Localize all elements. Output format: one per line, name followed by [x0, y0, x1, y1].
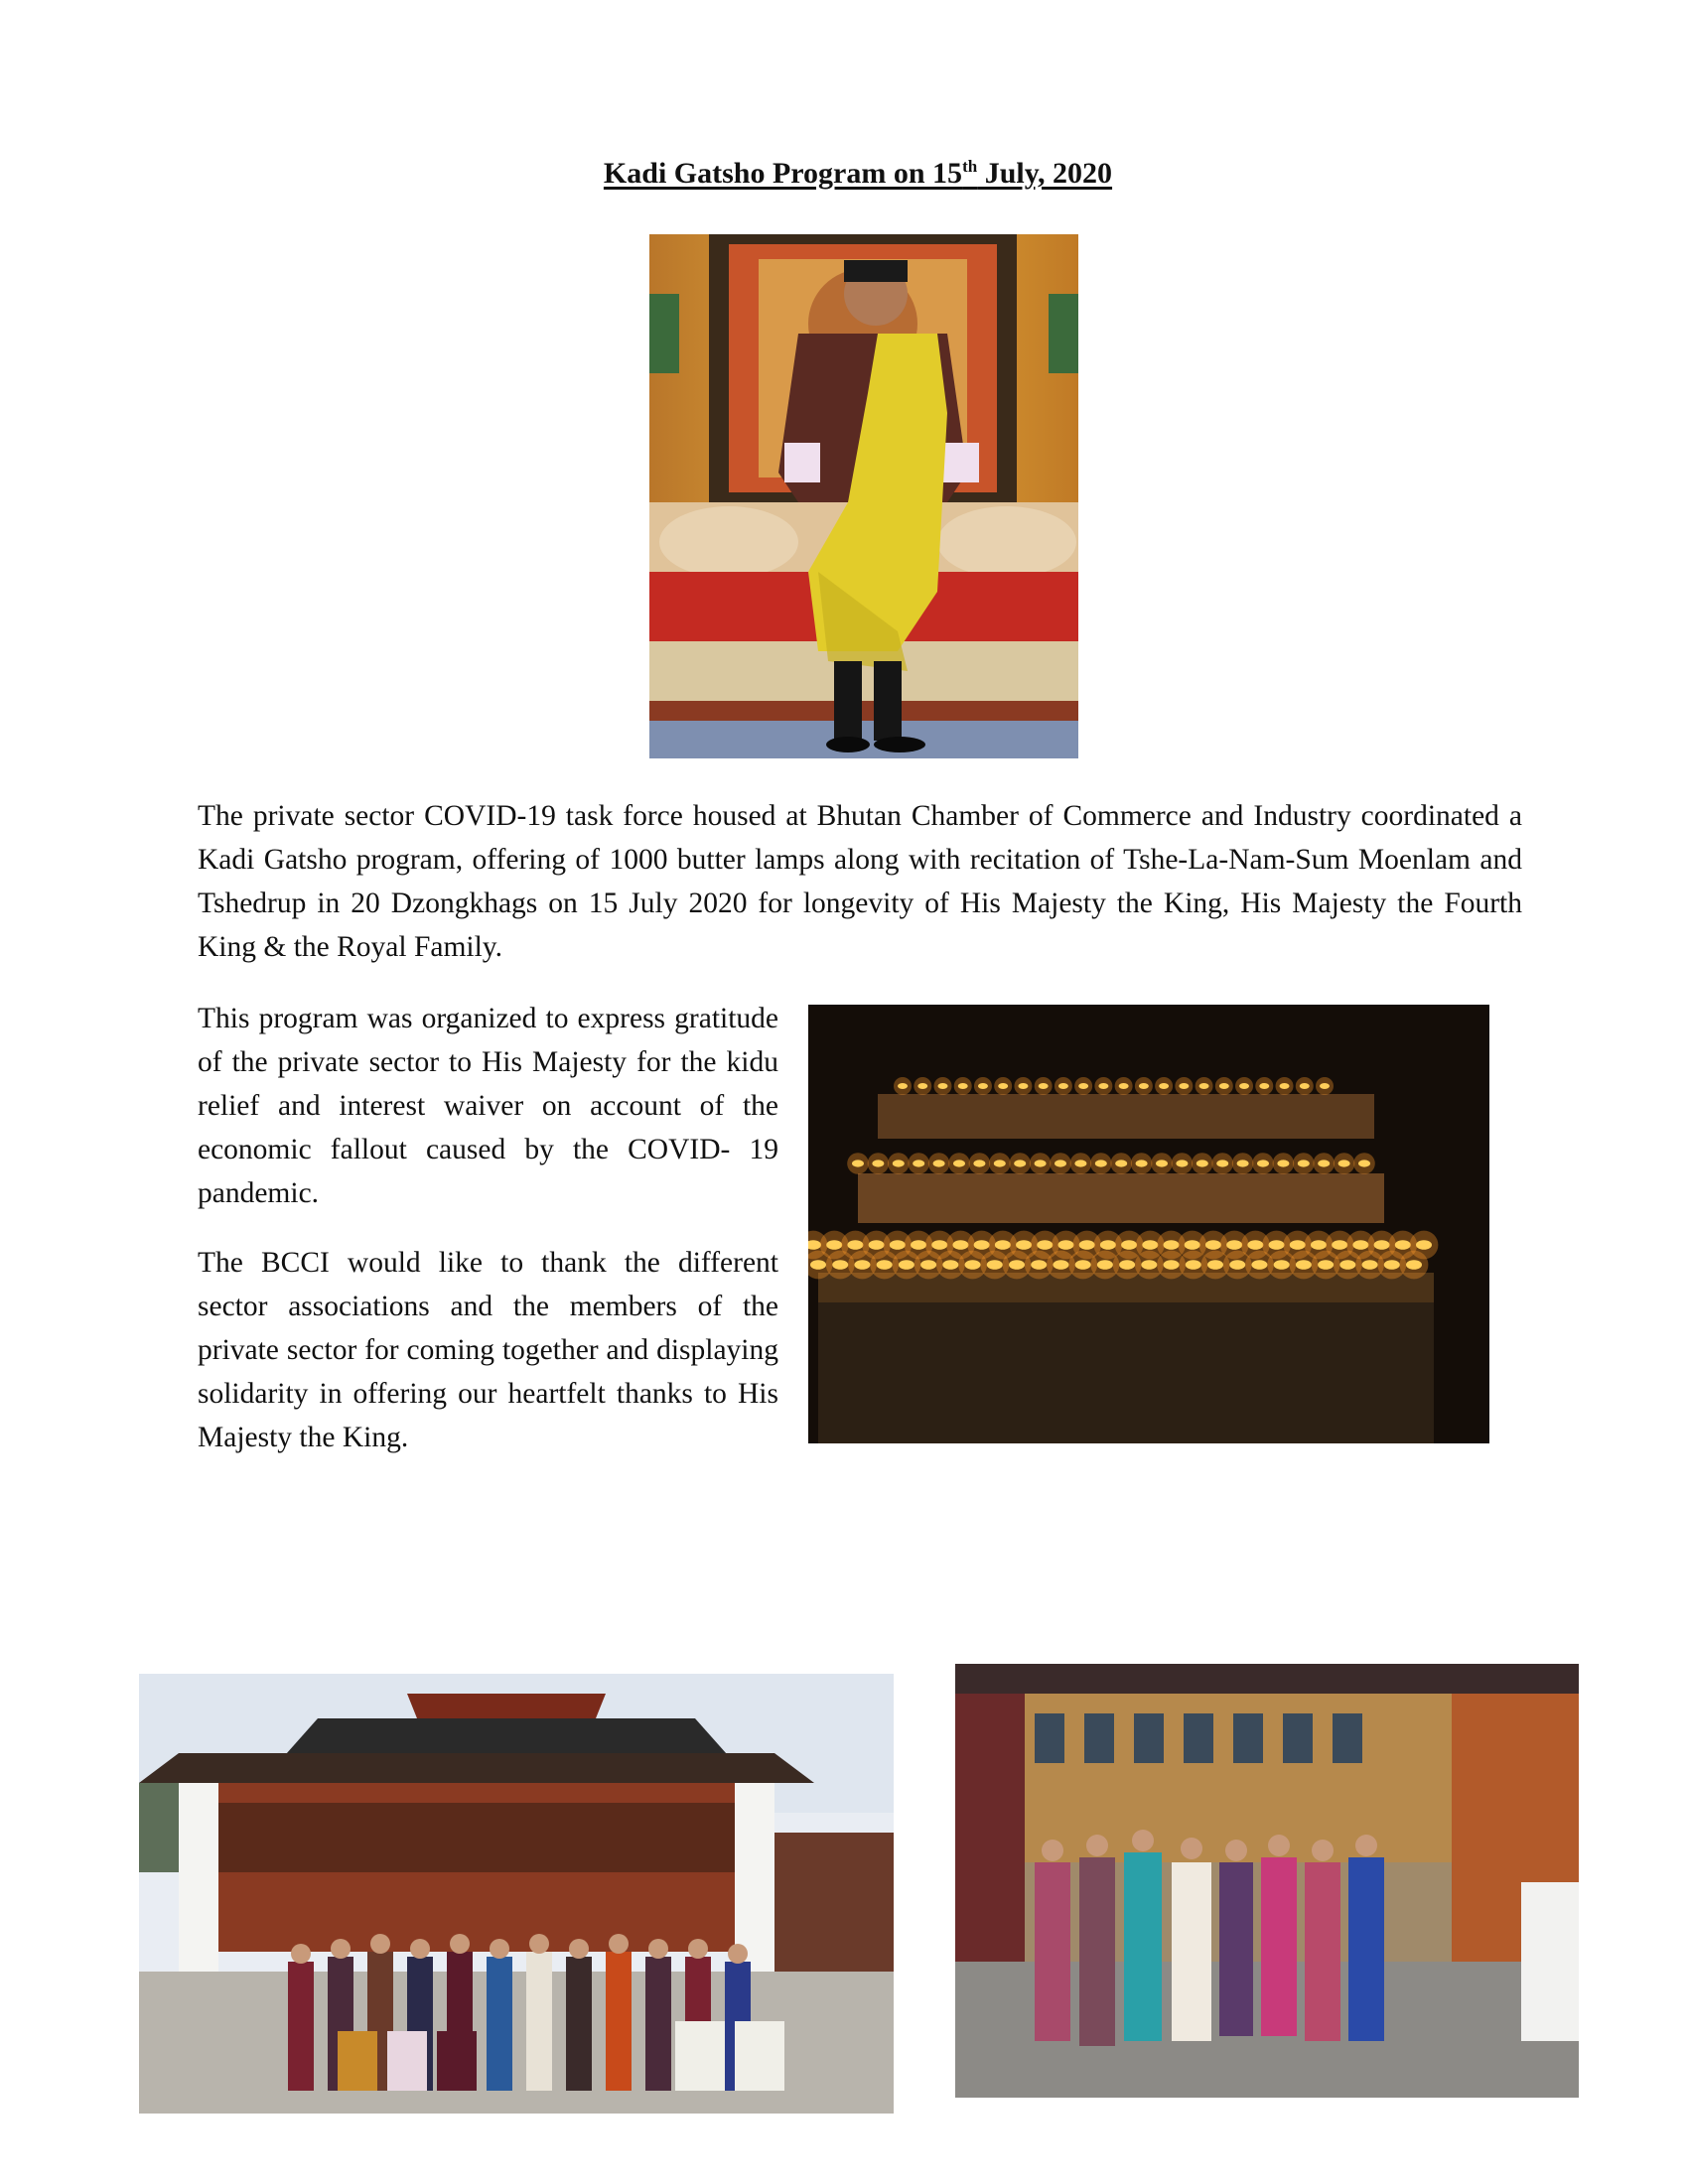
butter-lamp: [911, 1240, 926, 1250]
butter-lamp: [1057, 1240, 1073, 1250]
butter-lamp: [1290, 1240, 1306, 1250]
butter-lamp: [1141, 1260, 1157, 1270]
butter-lamp: [1280, 1083, 1290, 1089]
butter-lamp: [872, 1160, 884, 1166]
butter-lamp: [1318, 1160, 1330, 1166]
butter-lamp: [1219, 1083, 1229, 1089]
butter-lamp: [869, 1240, 885, 1250]
butter-lamp: [953, 1160, 965, 1166]
butter-lamp: [931, 1240, 947, 1250]
butter-lamp: [1058, 1083, 1068, 1089]
butter-lamp: [1384, 1260, 1400, 1270]
thanks-paragraph: The BCCI would like to thank the different sector associations and the members of the private sector for coming together and displaying solidarity in offering our heartfelt thanks to His Majesty the King.: [198, 1247, 778, 1453]
butter-lamp: [994, 1160, 1006, 1166]
butter-lamp: [1095, 1160, 1107, 1166]
butter-lamp: [1226, 1240, 1242, 1250]
butter-lamp: [1159, 1083, 1169, 1089]
butter-lamp: [1269, 1240, 1285, 1250]
butter-lamp: [826, 1240, 842, 1250]
butter-lamp: [1031, 1260, 1047, 1270]
butter-lamp: [1119, 1260, 1135, 1270]
butter-lamp: [1196, 1160, 1208, 1166]
butter-lamp: [1074, 1160, 1086, 1166]
butter-lamp: [1142, 1240, 1158, 1250]
butter-lamp: [917, 1083, 927, 1089]
butter-lamp: [973, 1160, 985, 1166]
butter-lamp: [913, 1160, 924, 1166]
butter-lamp: [1237, 1160, 1249, 1166]
butter-lamp: [893, 1160, 905, 1166]
butter-lamp: [1164, 1240, 1180, 1250]
butter-lamp: [1239, 1083, 1249, 1089]
butter-lamp: [899, 1260, 914, 1270]
butter-lamp: [1035, 1160, 1047, 1166]
butter-lamp: [1406, 1260, 1422, 1270]
butter-lamp: [920, 1260, 936, 1270]
title-tail: July, 2020: [977, 157, 1113, 190]
butter-lamp: [965, 1260, 981, 1270]
butter-lamp: [1186, 1260, 1201, 1270]
butter-lamp: [1119, 1083, 1129, 1089]
butter-lamp: [1176, 1160, 1188, 1166]
butter-lamp: [1338, 1160, 1350, 1166]
butter-lamp: [1274, 1260, 1290, 1270]
butter-lamp: [1416, 1240, 1432, 1250]
butter-lamp: [1320, 1083, 1330, 1089]
title-main: Kadi Gatsho Program on 15: [603, 157, 963, 190]
butter-lamp: [890, 1240, 906, 1250]
butter-lamp: [810, 1260, 826, 1270]
butter-lamp: [978, 1083, 988, 1089]
butter-lamp: [1247, 1240, 1263, 1250]
butter-lamp: [1277, 1160, 1289, 1166]
butter-lamp: [1078, 1083, 1088, 1089]
butter-lamp: [942, 1260, 958, 1270]
butter-lamp: [832, 1260, 848, 1270]
courtyard-group-photo: [955, 1664, 1579, 2098]
butter-lamp: [987, 1260, 1003, 1270]
butter-lamp: [1374, 1240, 1390, 1250]
butter-lamp: [1053, 1260, 1068, 1270]
butter-lamp: [1156, 1160, 1168, 1166]
dzong-group-photo: [139, 1674, 894, 2114]
butter-lamp: [998, 1083, 1008, 1089]
butter-lamp: [1039, 1083, 1049, 1089]
butter-lamp: [1079, 1240, 1095, 1250]
title-superscript: th: [962, 157, 978, 176]
butter-lamp: [1362, 1260, 1378, 1270]
butter-lamp: [1121, 1240, 1137, 1250]
butter-lamp: [1164, 1260, 1180, 1270]
butter-lamp: [974, 1240, 990, 1250]
butter-lamp: [1016, 1240, 1032, 1250]
butter-lamp: [877, 1260, 893, 1270]
butter-lamp: [1115, 1160, 1127, 1166]
butter-lamp: [1097, 1260, 1113, 1270]
butter-lamp: [1298, 1160, 1310, 1166]
butter-lamp: [1055, 1160, 1066, 1166]
butter-lamp: [1339, 1260, 1355, 1270]
butter-lamp: [1318, 1260, 1334, 1270]
butter-lamp: [1136, 1160, 1148, 1166]
butter-lamp: [952, 1240, 968, 1250]
butter-lamp: [1014, 1160, 1026, 1166]
butter-lamp: [1259, 1083, 1269, 1089]
butter-lamp: [958, 1083, 968, 1089]
butter-lamp: [1296, 1260, 1312, 1270]
butter-lamp: [1251, 1260, 1267, 1270]
butter-lamp: [1100, 1240, 1116, 1250]
butter-lamp: [1075, 1260, 1091, 1270]
gratitude-paragraph: This program was organized to express gratitude of the private sector to His Majesty for the kidu relief and interest waiver on account of the economic fallout caused by the COVID- 19 pandemic.: [198, 1003, 778, 1209]
butter-lamp: [1300, 1083, 1310, 1089]
butter-lamp: [933, 1160, 945, 1166]
butter-lamp: [937, 1083, 947, 1089]
butter-lamp: [852, 1160, 864, 1166]
butter-lamp: [1018, 1083, 1028, 1089]
butter-lamp: [1207, 1260, 1223, 1270]
butter-lamp: [1037, 1240, 1053, 1250]
butter-lamp: [898, 1083, 908, 1089]
butter-lamp: [1205, 1240, 1221, 1250]
butter-lamp: [1185, 1240, 1200, 1250]
butter-lamps-photo: [808, 1005, 1489, 1443]
butter-lamp: [995, 1240, 1011, 1250]
butter-lamp: [1139, 1083, 1149, 1089]
butter-lamp: [1009, 1260, 1025, 1270]
butter-lamp: [1098, 1083, 1108, 1089]
butter-lamp: [1216, 1160, 1228, 1166]
butter-lamp: [1229, 1260, 1245, 1270]
butter-lamp: [1395, 1240, 1411, 1250]
butter-lamp: [1311, 1240, 1327, 1250]
butter-lamp: [1199, 1083, 1209, 1089]
butter-lamp: [1179, 1083, 1189, 1089]
butter-lamp: [847, 1240, 863, 1250]
butter-lamp: [1352, 1240, 1368, 1250]
king-portrait-photo: [649, 234, 1078, 758]
intro-paragraph: The private sector COVID-19 task force housed at Bhutan Chamber of Commerce and Industry coordinated a Kadi Gatsho program, offering of 1000 butter lamps along with recitation of Tshe-La-Nam-Sum Moenlam and Tshedrup in 20 Dzongkhags on 15 July 2020 for longevity of His Majesty the King, His Majesty the Fourth King & the Royal Family.: [198, 800, 1522, 963]
butter-lamp: [1257, 1160, 1269, 1166]
butter-lamp: [854, 1260, 870, 1270]
butter-lamp: [1358, 1160, 1370, 1166]
page-title: [0, 157, 1688, 191]
butter-lamp: [1332, 1240, 1347, 1250]
